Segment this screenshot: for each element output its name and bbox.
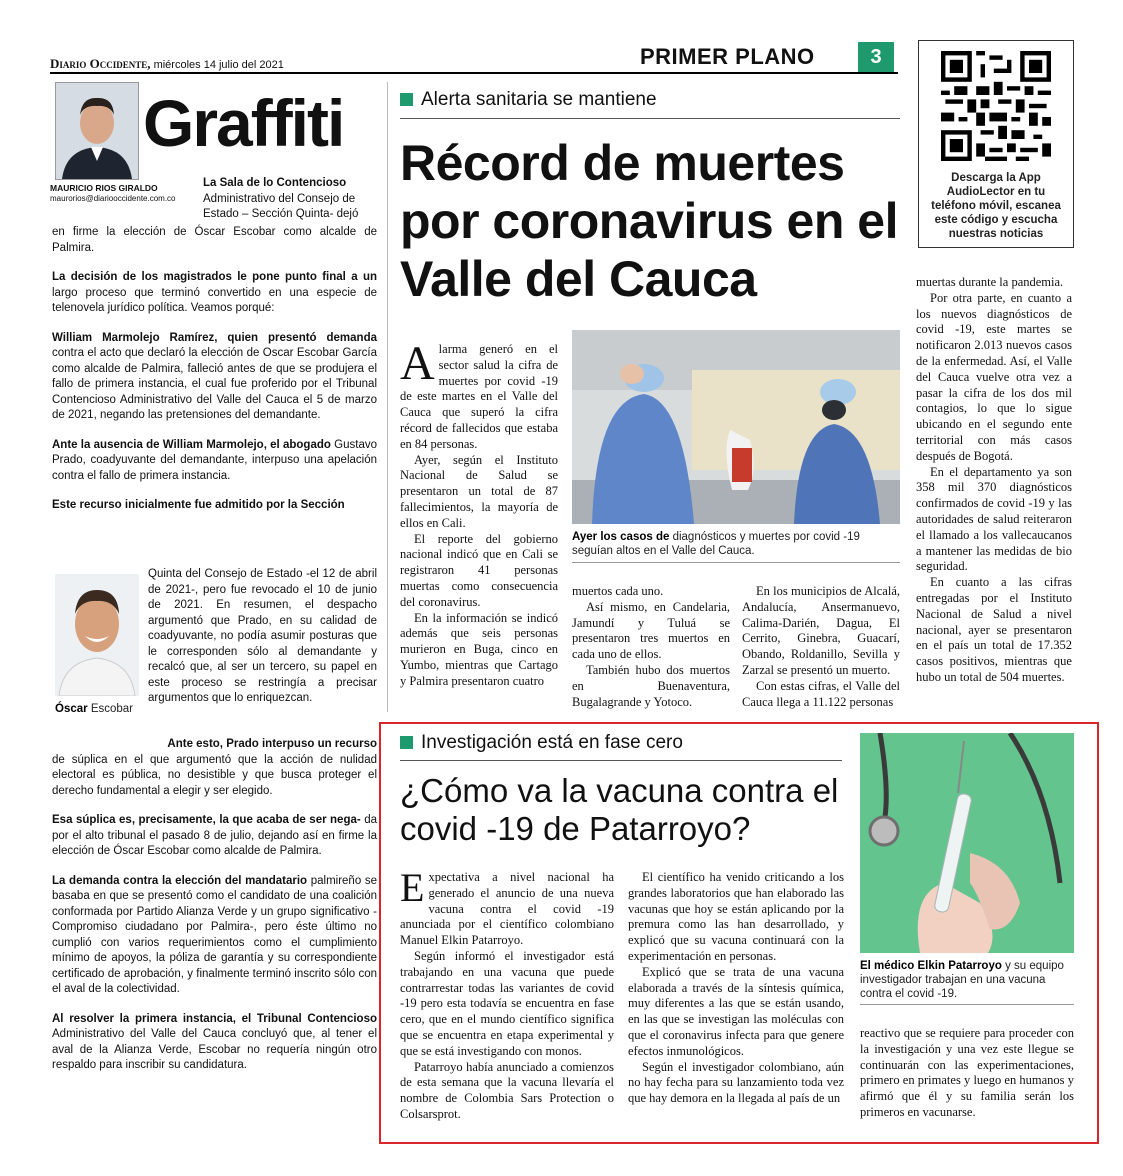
masthead [50,56,284,72]
intro-line-1: Administrativo del Consejo de [203,192,356,205]
dropcap-e: E [400,865,425,910]
intro-bold: La Sala de lo Contencioso [203,177,347,189]
story1-col2-p2: Así mismo, en Candelaria, Jamundí y Tuluá se presentaron tres muertos en cada uno de ellos. [572,599,730,662]
section-name: PRIMER PLANO [640,44,815,69]
story1-p4: En la información se indicó además que seis personas murieron en Buga, cinco en Yumbo, mientras que Cartago y Palmira presentaron cuatro [400,610,558,688]
qr-promo [918,40,1074,248]
story1-p3: El reporte del gobierno nacional indicó que en Cali se registraron 41 personas muertas como consecuencia del coronavirus. [400,531,558,609]
oscar-escobar-photo [55,574,139,696]
story1-caption-rest: diagnósticos y muertes por covid -19 seguían altos en el Valle del Cauca. [572,531,860,557]
story1-col4-p4: En cuanto a las cifras entregadas por el Instituto Nacional de Salud a nivel nacional, ayer se presentaron en el país un total de 17.352 casos positivos, mientras que hubo un total de 504 muertes. [916,575,1072,684]
p2-bold: William Marmolejo Ramírez, quien presentó demanda [52,331,377,344]
graffiti-intro-top [203,176,377,223]
p1-rest: largo proceso que terminó convertido en una especie de telenovela jurídico política. Veamos porqué: [52,286,377,314]
story2-col3 [860,1026,1074,1121]
column-title: Graffiti [143,86,344,160]
story2-kicker-text: Investigación está en fase cero [421,732,683,753]
dropcap-a: A [400,337,435,390]
story1-col4-p3: En el departamento ya son 358 mil 370 diagnósticos confirmados de covid -19 y las autoridades de salud reiteraron el llamado a los vallecaucanos a mantener las medidas de bio seguridad. [916,464,1072,574]
story2-photo [860,733,1074,953]
story1-col4-p1: muertas durante la pandemia. [916,275,1064,289]
story2-p1: xpectativa a nivel nacional ha generado el anuncio de una nueva vacuna contra el covid -19 anunciada por el científico colombiano Manuel Elkin Patarroyo. [400,870,614,948]
p6-rest: da por el alto tribunal el pasado 8 de julio, dejando así en firme la elección de Óscar Escobar como alcalde de Palmira. [52,814,377,857]
story1-col3-p2: Con estas cifras, el Valle del Cauca llega a 11.122 personas [742,678,900,709]
qr-code-icon[interactable] [941,51,1051,161]
p3-rest: Gustavo Prado, coadyuvante del demandante, interpuso una apelación contra el fallo de primera instancia. [52,438,377,482]
story2-col2 [628,870,844,1107]
story1-kicker-text: Alerta sanitaria se mantiene [421,89,657,110]
story2-kicker-rule [400,760,842,761]
oscar-caption-rest: Escobar [90,703,133,715]
story1-kicker [400,89,657,111]
story1-photo [572,330,900,524]
story2-caption-bold: El médico Elkin Patarroyo [860,960,1002,972]
story1-col2 [572,584,730,710]
masthead-rule [50,72,898,74]
story2-caption-rest: y su equipo investigador trabajan en una vacuna contra el covid -19. [860,960,1064,1000]
p8-bold: Al resolver la primera instancia, el Tribunal Contencioso [52,1012,377,1025]
kicker-square-icon [400,736,413,749]
story2-col1 [400,865,614,1123]
story2-col2-p1: El científico ha venido criticando a los grandes laboratorios que han elaborado las vacunas que hoy se están aplicando por la premura como las han desarrollado, y explicó que su vacuna continuará con la experimentación en personas. [628,870,844,963]
graffiti-col-upper [52,225,377,514]
p1-bold: La decisión de los magistrados le pone punto final a un [52,271,377,283]
author-name: MAURICIO RIOS GIRALDO [50,183,158,193]
graffiti-col-lower [52,737,377,1088]
oscar-caption-bold: Óscar [55,703,88,715]
story1-photo-caption [572,530,900,558]
story1-p2: Ayer, según el Instituto Nacional de Salud se presentaron un total de 87 fallecimientos, la mayoría de ellos en Cali. [400,452,558,530]
story1-col2-p1: muertos cada uno. [572,584,664,598]
qr-caption: Descarga la App AudioLector en tu teléfono móvil, escanea este código y escucha nuestras noticias [931,172,1061,240]
oscar-caption [55,702,133,716]
story2-headline[interactable]: ¿Cómo va la vacuna contra el covid -19 de Patarroyo? [400,772,839,847]
story1-headline[interactable]: Récord de muertes por coronavirus en el Valle del Cauca [400,135,898,307]
column-divider [387,82,388,712]
story1-col4 [916,275,1072,686]
p7-rest: palmireño se basaba en que se presentó como el candidato de una coalición conformada por Partido Alianza Verde y un grupo significativo -Compromiso ciudadano por Palmira-, pero éste último no cumplió con varios requerimientos como el cumplimiento mínimo de apoyos, la póliza de garantía y su correspondiente certificado de aprobación, y finalmente terminó inscrito sólo con el aval de la colectividad. [52,874,377,995]
story2-col2-p3: Según el investigador colombiano, aún no hay fecha para su lanzamiento toda vez que hay demora en la llegada al país de un [628,1059,844,1106]
story2-col3-p1: reactivo que se requiere para proceder con la investigación y una vez este llegue se continuarán con las experimentaciones, primero en primates y luego en humanos y afirmó que él y su familia serán los primeros en vacunarse. [860,1026,1074,1119]
kicker-square-icon [400,93,413,106]
p4-bold: Este recurso inicialmente fue admitido por la Sección [52,499,345,511]
p4-rest: Quinta del Consejo de Estado -el 12 de abril de 2021-, pero fue revocado el 10 de junio de 2021. En resumen, el despacho argumentó que Prado, en su calidad de coadyuvante, no podía asumir posturas que le corresponden sólo al demandante y recalcó que, al ser un tercero, su papel en este proceso se restringía a precisar argumentos que lo enriquezcan. [148,568,377,704]
author-email[interactable]: maurorios@diariooccidente.com.co [50,194,176,203]
author-photo [55,82,139,180]
story2-p3: Patarroyo había anunciado a comienzos de esta semana que la vacuna llevaría el nombre de Colombia Sars Protection o Colsarsprot. [400,1059,614,1121]
p7-bold: La demanda contra la elección del mandatario [52,874,308,887]
newspaper-name: Diario Occidente, [50,56,151,71]
story1-col3 [742,584,900,710]
story1-col4-p2: Por otra parte, en cuanto a los nuevos diagnósticos de covid -19, este martes se notificaron 2.013 nuevos casos de la enfermedad. Así, el Valle del Cauca vuelve otra vez a pasar la cifra de los dos mil contagios, lo que lo sigue ubicando en el segundo ente territorial con más casos después de Bogotá. [916,290,1072,463]
story1-caption-bold: Ayer los casos de [572,531,670,543]
kicker-rule [400,118,900,119]
intro-rest: en firme la elección de Óscar Escobar como alcalde de Palmira. [52,226,377,254]
p5-bold: Ante esto, Prado interpuso un recurso [167,738,377,750]
story2-col2-p2: Explicó que se trata de una vacuna elaborada a través de la síntesis química, muy diferentes a las que se están usando, en las que se investigan las moléculas con que el coronavirus infecta para que genere efectos inmunológicos. [628,964,844,1058]
story2-caption-rule [860,1004,1074,1005]
intro-line-2: Estado – Sección Quinta- dejó [203,208,359,220]
caption-rule [572,562,900,563]
story1-col2-p3: También hubo dos muertos en Buenaventura, Bugalagrande y Yotoco. [572,662,730,709]
story2-photo-caption [860,959,1074,1001]
story1-p1: larma generó en el sector salud la cifra de muertes por covid -19 de este martes en el Valle del Cauca que superó la cifra récord de fallecidos que estaba en 84 personas. [400,342,558,451]
p3-bold: Ante la ausencia de William Marmolejo, el abogado [52,438,331,451]
p6-bold: Esa súplica es, precisamente, la que acaba de ser nega- [52,814,361,826]
story1-col1 [400,337,558,690]
p8-rest: Administrativo del Valle del Cauca concluyó que, al tener el aval de la Alianza Verde, Escobar no requería ningún otro respaldo para inscribir su candidatura. [52,1028,377,1071]
story1-col3-p1: En los municipios de Alcalá, Andalucía, Ansermanuevo, Calima-Darién, Dagua, El Cerrito, Ginebra, Guacarí, Obando, Roldanillo, Sevilla y Zarzal se presentó un muerto. [742,584,900,677]
p2-rest: contra el acto que declaró la elección de Oscar Escobar García como alcalde de Palmira, falleció antes de que se produjera el fallo de primera instancia, el cual fue proferido por el Tribunal Contencioso Administrativo del Valle del Cauca el 5 de marzo de 2021, negando las pretensiones del demandante. [52,347,377,421]
story2-p2: Según informó el investigador está trabajando en una vacuna que puede contrarrestar todas las variantes de covid -19 pero esta todavía se encuentra en fase cero, que en el mundo científico significa que se encuentra en etapa experimental y que se está investigando con monos. [400,948,614,1058]
page-number: 3 [858,42,894,72]
p5-rest: de súplica en el que argumentó que la acción de nulidad electoral es pública, no desistible y que busca proteger el derecho fundamental a elegir y ser elegido. [52,753,377,797]
story2-kicker [400,732,683,754]
issue-date: miércoles 14 julio del 2021 [153,59,284,71]
